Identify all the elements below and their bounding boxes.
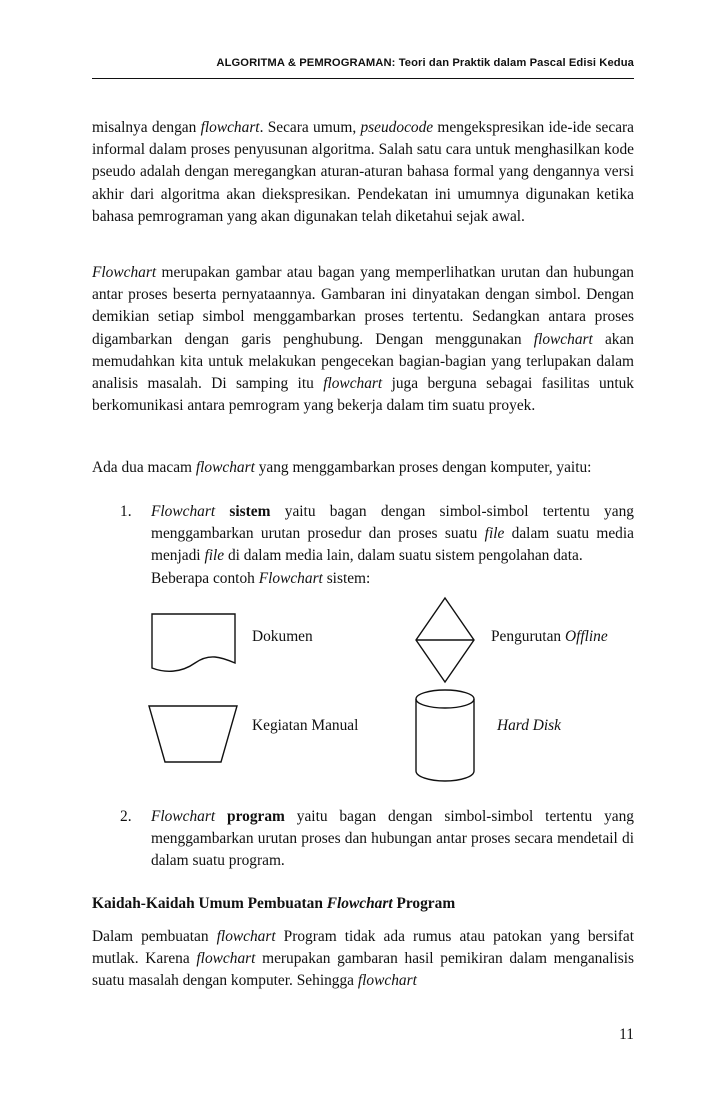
section-heading: Kaidah-Kaidah Umum Pembuatan Flowchart Program (92, 895, 456, 912)
list-number-2: 2. (120, 808, 132, 825)
offline-sorting-symbol-icon (415, 597, 475, 683)
hard-disk-symbol-icon (415, 689, 475, 783)
running-header-title: ALGORITMA & PEMROGRAMAN: Teori dan Praktik dalam Pascal Edisi Kedua (216, 57, 634, 69)
symbol-label-pengurutan-offline: Pengurutan Offline (491, 628, 608, 645)
list-item-flowchart-sistem: Flowchart sistem yaitu bagan dengan simbol-simbol tertentu yang menggambarkan urutan prosedur dan proses suatu file dalam suatu media menjadi file di dalam media lain, dalam suatu sistem pengolahan data. Beberapa contoh Flowchart sistem: (151, 503, 634, 587)
list-number-1: 1. (120, 503, 132, 520)
symbol-label-hard-disk: Hard Disk (497, 717, 561, 734)
document-symbol-icon (151, 613, 237, 673)
symbol-label-kegiatan-manual: Kegiatan Manual (252, 717, 359, 734)
paragraph-two-types: Ada dua macam flowchart yang menggambarkan proses dengan komputer, yaitu: (92, 459, 592, 476)
paragraph-rules-intro: Dalam pembuatan flowchart Program tidak ada rumus atau patokan yang bersifat mutlak. Karena flowchart merupakan gambaran hasil pemikiran dalam menganalisis suatu masalah dengan komputer. Sehingga flowchart (92, 928, 635, 990)
list-item-flowchart-program: Flowchart program yaitu bagan dengan simbol-simbol tertentu yang menggambarkan urutan proses dan hubungan antar proses secara mendetail di dalam suatu program. (151, 808, 634, 870)
page-number: 11 (619, 1026, 634, 1043)
running-header (92, 56, 634, 79)
symbol-label-dokumen: Dokumen (252, 628, 313, 645)
paragraph-pseudocode: misalnya dengan flowchart. Secara umum, pseudocode mengekspresikan ide-ide secara informal dalam proses penyusunan algoritma. Salah satu cara untuk menghasilkan kode pseudo adalah dengan meregangkan aturan-aturan bahasa formal yang dengannya versi akhir dari algoritma akan diekspresikan. Pendekatan ini umumnya digunakan ketika bahasa pemrograman yang akan digunakan telah diketahui sejak awal. (92, 119, 634, 225)
manual-operation-symbol-icon (148, 705, 238, 763)
paragraph-flowchart-definition: Flowchart merupakan gambar atau bagan yang memperlihatkan urutan dan hubungan antar proses beserta pernyataannya. Gambaran ini dinyatakan dengan simbol. Dengan demikian setiap simbol menggambarkan proses tertentu. Sedangkan antara proses digambarkan dengan garis penghubung. Dengan menggunakan flowchart akan memudahkan kita untuk melakukan pengecekan bagian-bagian yang terlupakan dalam analisis masalah. Di samping itu flowchart juga berguna sebagai fasilitas untuk berkomunikasi antara pemrogram yang bekerja dalam tim suatu proyek. (92, 264, 635, 415)
